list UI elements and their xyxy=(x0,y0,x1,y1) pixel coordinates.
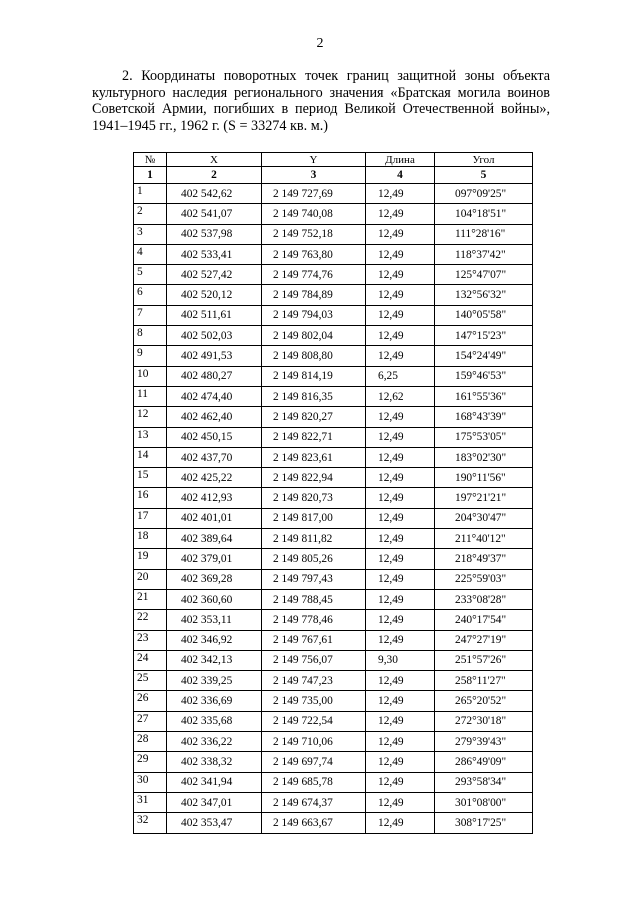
coordinate-x: 402 474,40 xyxy=(167,386,262,406)
segment-length: 12,49 xyxy=(366,589,435,609)
direction-angle: 111°28'16" xyxy=(435,224,533,244)
coordinate-y: 2 149 822,71 xyxy=(262,427,366,447)
direction-angle: 240°17'54" xyxy=(435,610,533,630)
point-number: 15 xyxy=(134,468,167,488)
coordinate-y: 2 149 735,00 xyxy=(262,691,366,711)
table-body xyxy=(134,184,533,834)
header-x: X xyxy=(167,153,262,167)
point-number: 2 xyxy=(134,204,167,224)
coordinate-y: 2 149 788,45 xyxy=(262,589,366,609)
direction-angle: 218°49'37" xyxy=(435,549,533,569)
direction-angle: 197°21'21" xyxy=(435,488,533,508)
point-number: 26 xyxy=(134,691,167,711)
coordinate-y: 2 149 817,00 xyxy=(262,508,366,528)
table-row xyxy=(134,650,533,670)
segment-length: 12,62 xyxy=(366,386,435,406)
coordinate-y: 2 149 767,61 xyxy=(262,630,366,650)
table-row xyxy=(134,488,533,508)
coordinate-x: 402 491,53 xyxy=(167,346,262,366)
table-row xyxy=(134,752,533,772)
direction-angle: 125°47'07" xyxy=(435,265,533,285)
coordinate-x: 402 346,92 xyxy=(167,630,262,650)
point-number: 21 xyxy=(134,589,167,609)
direction-angle: 140°05'58" xyxy=(435,305,533,325)
column-number: 4 xyxy=(366,167,435,184)
segment-length: 12,49 xyxy=(366,671,435,691)
direction-angle: 183°02'30" xyxy=(435,447,533,467)
point-number: 29 xyxy=(134,752,167,772)
direction-angle: 118°37'42" xyxy=(435,244,533,264)
coordinate-y: 2 149 811,82 xyxy=(262,529,366,549)
coordinate-y: 2 149 663,67 xyxy=(262,813,366,833)
point-number: 9 xyxy=(134,346,167,366)
coordinate-x: 402 425,22 xyxy=(167,468,262,488)
coordinate-y: 2 149 820,73 xyxy=(262,488,366,508)
coordinate-x: 402 338,32 xyxy=(167,752,262,772)
table-row xyxy=(134,407,533,427)
coordinate-y: 2 149 814,19 xyxy=(262,366,366,386)
table-row xyxy=(134,813,533,833)
coordinate-y: 2 149 794,03 xyxy=(262,305,366,325)
coordinates-table xyxy=(133,152,533,834)
table-header-row xyxy=(134,153,533,167)
coordinate-x: 402 353,11 xyxy=(167,610,262,630)
segment-length: 12,49 xyxy=(366,427,435,447)
direction-angle: 301°08'00" xyxy=(435,792,533,812)
coordinate-y: 2 149 822,94 xyxy=(262,468,366,488)
point-number: 4 xyxy=(134,244,167,264)
segment-length: 12,49 xyxy=(366,407,435,427)
segment-length: 12,49 xyxy=(366,224,435,244)
direction-angle: 272°30'18" xyxy=(435,711,533,731)
table-row xyxy=(134,427,533,447)
point-number: 22 xyxy=(134,610,167,630)
direction-angle: 233°08'28" xyxy=(435,589,533,609)
point-number: 20 xyxy=(134,569,167,589)
segment-length: 12,49 xyxy=(366,305,435,325)
segment-length: 12,49 xyxy=(366,691,435,711)
coordinate-y: 2 149 816,35 xyxy=(262,386,366,406)
direction-angle: 265°20'52" xyxy=(435,691,533,711)
coordinate-y: 2 149 805,26 xyxy=(262,549,366,569)
segment-length: 12,49 xyxy=(366,346,435,366)
direction-angle: 097°09'25" xyxy=(435,184,533,204)
direction-angle: 132°56'32" xyxy=(435,285,533,305)
header-length: Длина xyxy=(366,153,435,167)
coordinate-y: 2 149 778,46 xyxy=(262,610,366,630)
coordinate-x: 402 450,15 xyxy=(167,427,262,447)
segment-length: 12,49 xyxy=(366,711,435,731)
table-row xyxy=(134,508,533,528)
header-number: № xyxy=(134,153,167,167)
point-number: 23 xyxy=(134,630,167,650)
segment-length: 12,49 xyxy=(366,610,435,630)
table-row xyxy=(134,732,533,752)
direction-angle: 168°43'39" xyxy=(435,407,533,427)
segment-length: 12,49 xyxy=(366,244,435,264)
point-number: 24 xyxy=(134,650,167,670)
point-number: 12 xyxy=(134,407,167,427)
coordinate-y: 2 149 727,69 xyxy=(262,184,366,204)
segment-length: 12,49 xyxy=(366,204,435,224)
segment-length: 6,25 xyxy=(366,366,435,386)
direction-angle: 251°57'26" xyxy=(435,650,533,670)
segment-length: 12,49 xyxy=(366,285,435,305)
coordinate-x: 402 542,62 xyxy=(167,184,262,204)
point-number: 17 xyxy=(134,508,167,528)
table-row xyxy=(134,265,533,285)
coordinate-y: 2 149 697,74 xyxy=(262,752,366,772)
table-row xyxy=(134,630,533,650)
table-row xyxy=(134,671,533,691)
coordinate-x: 402 401,01 xyxy=(167,508,262,528)
segment-length: 12,49 xyxy=(366,184,435,204)
coordinate-x: 402 341,94 xyxy=(167,772,262,792)
table-row xyxy=(134,386,533,406)
table-row xyxy=(134,184,533,204)
segment-length: 12,49 xyxy=(366,326,435,346)
segment-length: 12,49 xyxy=(366,508,435,528)
coordinate-y: 2 149 774,76 xyxy=(262,265,366,285)
table-row xyxy=(134,691,533,711)
coordinate-y: 2 149 797,43 xyxy=(262,569,366,589)
point-number: 16 xyxy=(134,488,167,508)
coordinate-x: 402 335,68 xyxy=(167,711,262,731)
coordinate-x: 402 347,01 xyxy=(167,792,262,812)
direction-angle: 175°53'05" xyxy=(435,427,533,447)
table-row xyxy=(134,224,533,244)
coordinate-x: 402 511,61 xyxy=(167,305,262,325)
table-row xyxy=(134,772,533,792)
coordinate-x: 402 389,64 xyxy=(167,529,262,549)
column-number-row xyxy=(134,167,533,184)
coordinate-x: 402 437,70 xyxy=(167,447,262,467)
table-row xyxy=(134,305,533,325)
coordinate-x: 402 412,93 xyxy=(167,488,262,508)
segment-length: 12,49 xyxy=(366,813,435,833)
coordinate-x: 402 520,12 xyxy=(167,285,262,305)
page-number: 2 xyxy=(316,36,324,51)
coordinate-x: 402 379,01 xyxy=(167,549,262,569)
segment-length: 12,49 xyxy=(366,488,435,508)
coordinate-y: 2 149 808,80 xyxy=(262,346,366,366)
coordinate-x: 402 353,47 xyxy=(167,813,262,833)
header-y: Y xyxy=(262,153,366,167)
coordinate-y: 2 149 752,18 xyxy=(262,224,366,244)
point-number: 18 xyxy=(134,529,167,549)
segment-length: 12,49 xyxy=(366,752,435,772)
direction-angle: 147°15'23" xyxy=(435,326,533,346)
direction-angle: 247°27'19" xyxy=(435,630,533,650)
segment-length: 12,49 xyxy=(366,732,435,752)
column-number: 5 xyxy=(435,167,533,184)
table-row xyxy=(134,285,533,305)
direction-angle: 293°58'34" xyxy=(435,772,533,792)
direction-angle: 211°40'12" xyxy=(435,529,533,549)
table-row xyxy=(134,549,533,569)
coordinate-y: 2 149 823,61 xyxy=(262,447,366,467)
coordinate-x: 402 541,07 xyxy=(167,204,262,224)
point-number: 6 xyxy=(134,285,167,305)
point-number: 13 xyxy=(134,427,167,447)
coordinate-y: 2 149 820,27 xyxy=(262,407,366,427)
coordinate-x: 402 527,42 xyxy=(167,265,262,285)
direction-angle: 286°49'09" xyxy=(435,752,533,772)
direction-angle: 161°55'36" xyxy=(435,386,533,406)
point-number: 1 xyxy=(134,184,167,204)
coordinate-x: 402 336,22 xyxy=(167,732,262,752)
coordinate-x: 402 537,98 xyxy=(167,224,262,244)
column-number: 1 xyxy=(134,167,167,184)
coordinate-x: 402 369,28 xyxy=(167,569,262,589)
table-row xyxy=(134,529,533,549)
coordinate-y: 2 149 763,80 xyxy=(262,244,366,264)
segment-length: 12,49 xyxy=(366,447,435,467)
direction-angle: 190°11'56" xyxy=(435,468,533,488)
coordinate-x: 402 339,25 xyxy=(167,671,262,691)
table-row xyxy=(134,589,533,609)
coordinate-y: 2 149 802,04 xyxy=(262,326,366,346)
point-number: 28 xyxy=(134,732,167,752)
direction-angle: 225°59'03" xyxy=(435,569,533,589)
column-number: 3 xyxy=(262,167,366,184)
coordinate-x: 402 336,69 xyxy=(167,691,262,711)
header-angle: Угол xyxy=(435,153,533,167)
point-number: 10 xyxy=(134,366,167,386)
table-row xyxy=(134,792,533,812)
table-row xyxy=(134,326,533,346)
column-number: 2 xyxy=(167,167,262,184)
point-number: 25 xyxy=(134,671,167,691)
point-number: 31 xyxy=(134,792,167,812)
table-row xyxy=(134,244,533,264)
direction-angle: 204°30'47" xyxy=(435,508,533,528)
point-number: 7 xyxy=(134,305,167,325)
point-number: 14 xyxy=(134,447,167,467)
coordinate-x: 402 533,41 xyxy=(167,244,262,264)
section-heading: 2. Координаты поворотных точек границ защитной зоны объекта культурного наследия регионального значения «Братская могила воинов Советской Армии, погибших в период Великой Отечественной войны», 1941–1945 гг., 1962 г. (S = 33274 кв. м.) xyxy=(92,68,550,134)
segment-length: 12,49 xyxy=(366,468,435,488)
segment-length: 12,49 xyxy=(366,630,435,650)
direction-angle: 258°11'27" xyxy=(435,671,533,691)
point-number: 27 xyxy=(134,711,167,731)
segment-length: 12,49 xyxy=(366,529,435,549)
table-row xyxy=(134,610,533,630)
table-row xyxy=(134,468,533,488)
coordinate-y: 2 149 710,06 xyxy=(262,732,366,752)
point-number: 30 xyxy=(134,772,167,792)
segment-length: 12,49 xyxy=(366,569,435,589)
point-number: 19 xyxy=(134,549,167,569)
table-row xyxy=(134,204,533,224)
coordinate-x: 402 480,27 xyxy=(167,366,262,386)
segment-length: 9,30 xyxy=(366,650,435,670)
coordinate-y: 2 149 674,37 xyxy=(262,792,366,812)
point-number: 11 xyxy=(134,386,167,406)
direction-angle: 159°46'53" xyxy=(435,366,533,386)
direction-angle: 154°24'49" xyxy=(435,346,533,366)
direction-angle: 279°39'43" xyxy=(435,732,533,752)
table-row xyxy=(134,346,533,366)
coordinate-y: 2 149 740,08 xyxy=(262,204,366,224)
point-number: 8 xyxy=(134,326,167,346)
point-number: 32 xyxy=(134,813,167,833)
coordinate-y: 2 149 722,54 xyxy=(262,711,366,731)
point-number: 5 xyxy=(134,265,167,285)
segment-length: 12,49 xyxy=(366,265,435,285)
coordinate-x: 402 342,13 xyxy=(167,650,262,670)
table-row xyxy=(134,366,533,386)
direction-angle: 308°17'25" xyxy=(435,813,533,833)
coordinate-x: 402 462,40 xyxy=(167,407,262,427)
coordinate-x: 402 502,03 xyxy=(167,326,262,346)
segment-length: 12,49 xyxy=(366,772,435,792)
segment-length: 12,49 xyxy=(366,549,435,569)
coordinate-x: 402 360,60 xyxy=(167,589,262,609)
point-number: 3 xyxy=(134,224,167,244)
coordinate-y: 2 149 784,89 xyxy=(262,285,366,305)
table-row xyxy=(134,569,533,589)
coordinate-y: 2 149 685,78 xyxy=(262,772,366,792)
coordinate-y: 2 149 756,07 xyxy=(262,650,366,670)
direction-angle: 104°18'51" xyxy=(435,204,533,224)
table-row xyxy=(134,447,533,467)
segment-length: 12,49 xyxy=(366,792,435,812)
coordinate-y: 2 149 747,23 xyxy=(262,671,366,691)
table-row xyxy=(134,711,533,731)
